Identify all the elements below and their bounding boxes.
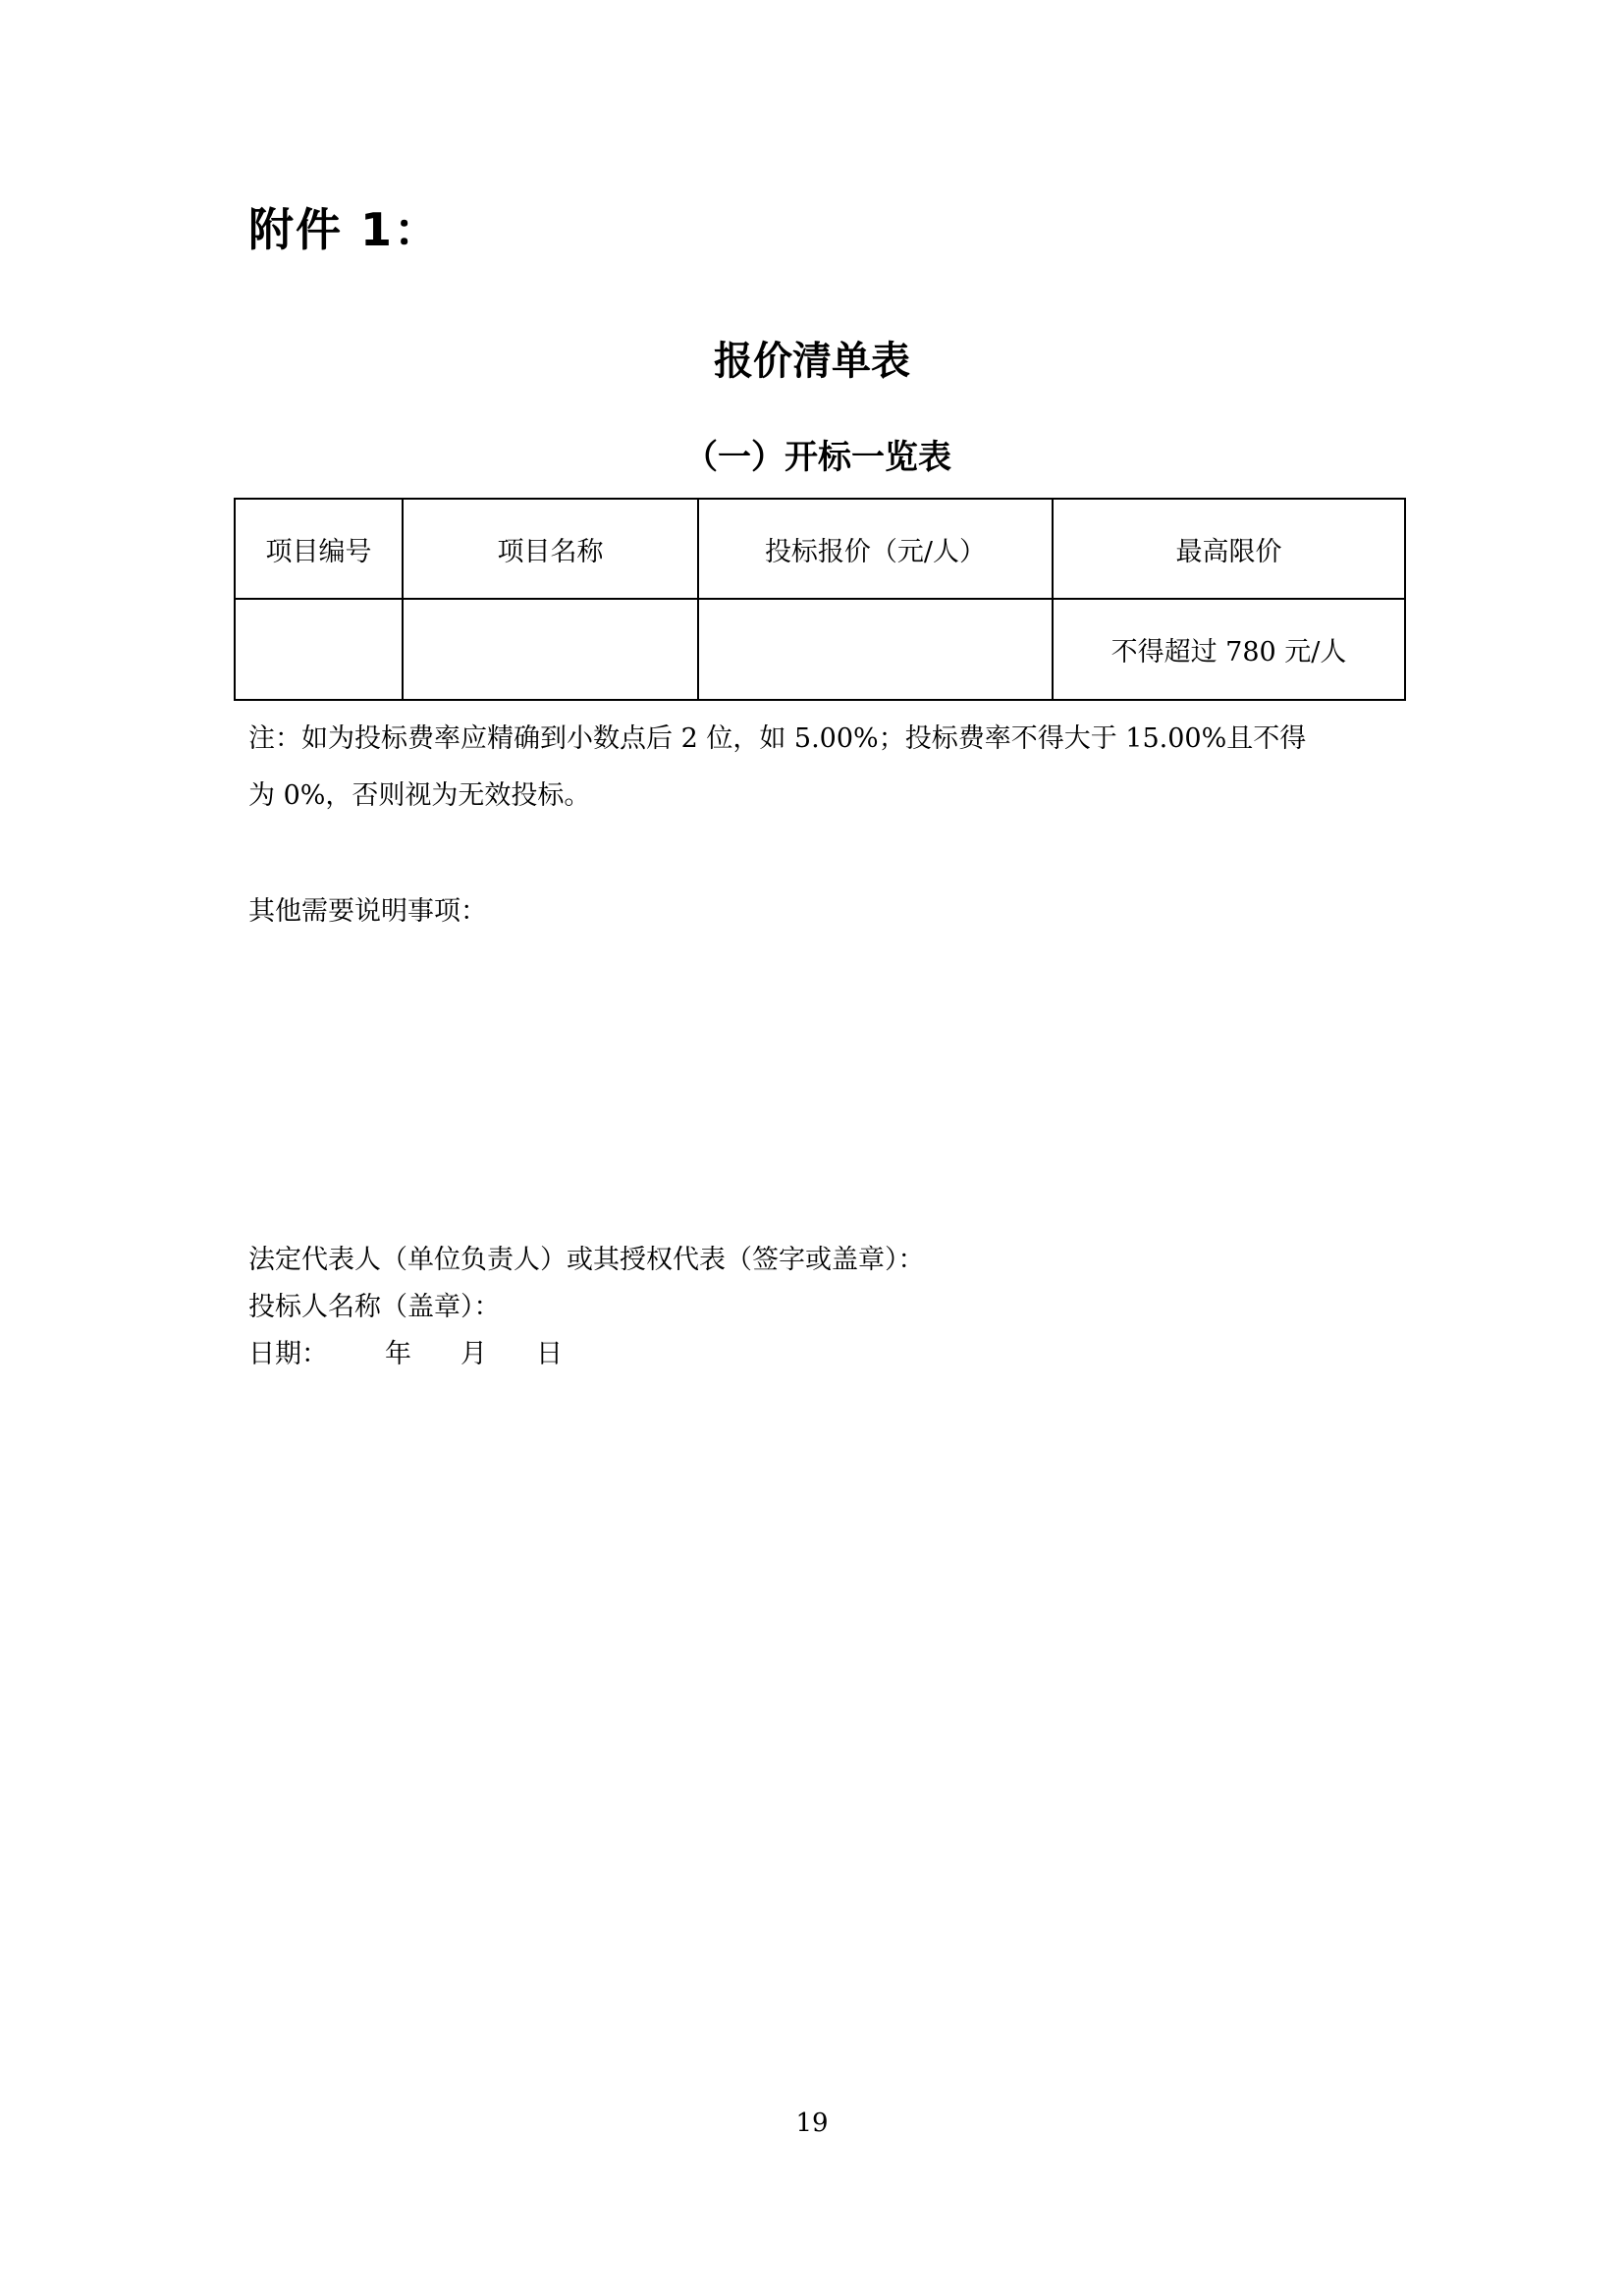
date-label: 日期：: [248, 1339, 328, 1369]
cell-max-price: 不得超过 780 元/人: [1053, 599, 1405, 700]
header-bid-price: 投标报价（元/人）: [698, 499, 1053, 599]
date-day: 日: [536, 1339, 563, 1369]
document-title: 报价清单表: [714, 339, 910, 384]
header-max-price: 最高限价: [1053, 499, 1405, 599]
cell-project-name: [403, 599, 698, 700]
note-line-2: 为 0%，否则视为无效投标。: [248, 780, 591, 811]
table-row: [235, 599, 1405, 700]
date-line: [248, 1331, 925, 1378]
header-project-name: 项目名称: [403, 499, 698, 599]
date-month: 月: [460, 1339, 487, 1369]
page-number: 19: [795, 2109, 829, 2138]
table-header-row: [235, 499, 1405, 599]
note-line-1: 注：如为投标费率应精确到小数点后 2 位，如 5.00%；投标费率不得大于 15.00%且不得: [248, 723, 1307, 754]
date-year: 年: [385, 1339, 411, 1369]
other-matters-label: 其他需要说明事项：: [248, 896, 487, 927]
bid-opening-table: [234, 498, 1406, 701]
attachment-label: 附件 1：: [248, 203, 442, 256]
cell-project-number: [235, 599, 403, 700]
note-paragraph: [248, 711, 1407, 825]
cell-bid-price: [698, 599, 1053, 700]
representative-signature-line: 法定代表人（单位负责人）或其授权代表（签字或盖章）：: [248, 1245, 925, 1275]
header-project-number: 项目编号: [235, 499, 403, 599]
bidder-name-line: 投标人名称（盖章）：: [248, 1292, 501, 1322]
signature-block: [248, 1237, 925, 1378]
document-subtitle: （一）开标一览表: [684, 438, 951, 477]
